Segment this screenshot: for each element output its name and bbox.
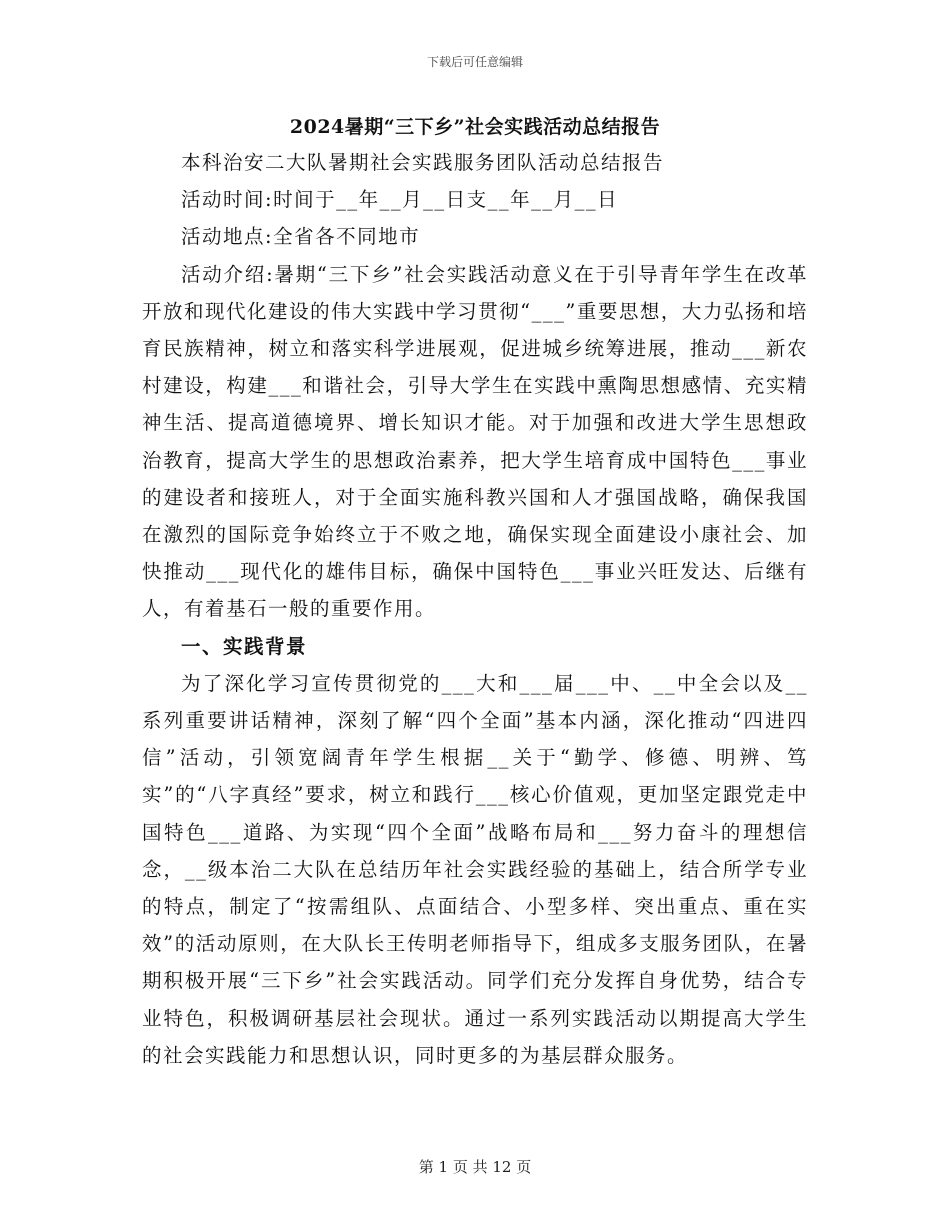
background-paragraph: 为了深化学习宣传贯彻党的___大和___届___中、__中全会以及__系列重要讲话精神，深刻了解“四个全面”基本内涵，深化推动“四进四信”活动，引领宽阔青年学生根据__关于“勤学、修德、明辨、笃实”的“八字真经”要求，树立和践行___核心价值观，更加坚定跟党走中国特色___道路、为实现“四个全面”战略布局和___努力奋斗的理想信念，__级本治二大队在总结历年社会实践经验的基础上，结合所学专业的特点，制定了“按需组队、点面结合、小型多样、突出重点、重在实效”的活动原则，在大队长王传明老师指导下，组成多支服务团队，在暑期积极开展“三下乡”社会实践活动。同学们充分发挥自身优势，结合专业特色，积极调研基层社会现状。通过一系列实践活动以期提高大学生的社会实践能力和思想认识，同时更多的为基层群众服务。: [142, 671, 808, 1067]
document-title: 2024暑期“三下乡”社会实践活动总结报告: [289, 116, 661, 138]
activity-time-line: 活动时间:时间于__年__月__日支__年__月__日: [181, 188, 619, 212]
team-report-line: 本科治安二大队暑期社会实践服务团队活动总结报告: [181, 151, 665, 174]
document-body: [142, 144, 808, 1074]
section-heading-background: 一、实践背景: [181, 634, 308, 658]
header-note: 下载后可任意编辑: [426, 55, 523, 69]
page-number: 第 1 页 共 12 页: [418, 1158, 532, 1176]
activity-intro-paragraph: 活动介绍:暑期“三下乡”社会实践活动意义在于引导青年学生在改革开放和现代化建设的伟大实践中学习贯彻“___”重要思想，大力弘扬和培育民族精神，树立和落实科学进展观，促进城乡统筹进展，推动___新农村建设，构建___和谐社会，引导大学生在实践中熏陶思想感情、充实精神生活、提高道德境界、增长知识才能。对于加强和改进大学生思想政治教育，提高大学生的思想政治素养，把大学生培育成中国特色___事业的建设者和接班人，对于全面实施科教兴国和人才强国战略，确保我国在激烈的国际竞争始终立于不败之地，确保实现全面建设小康社会、加快推动___现代化的雄伟目标，确保中国特色___事业兴旺发达、后继有人，有着基石一般的重要作用。: [142, 262, 808, 621]
activity-location-line: 活动地点:全省各不同地市: [181, 225, 421, 249]
